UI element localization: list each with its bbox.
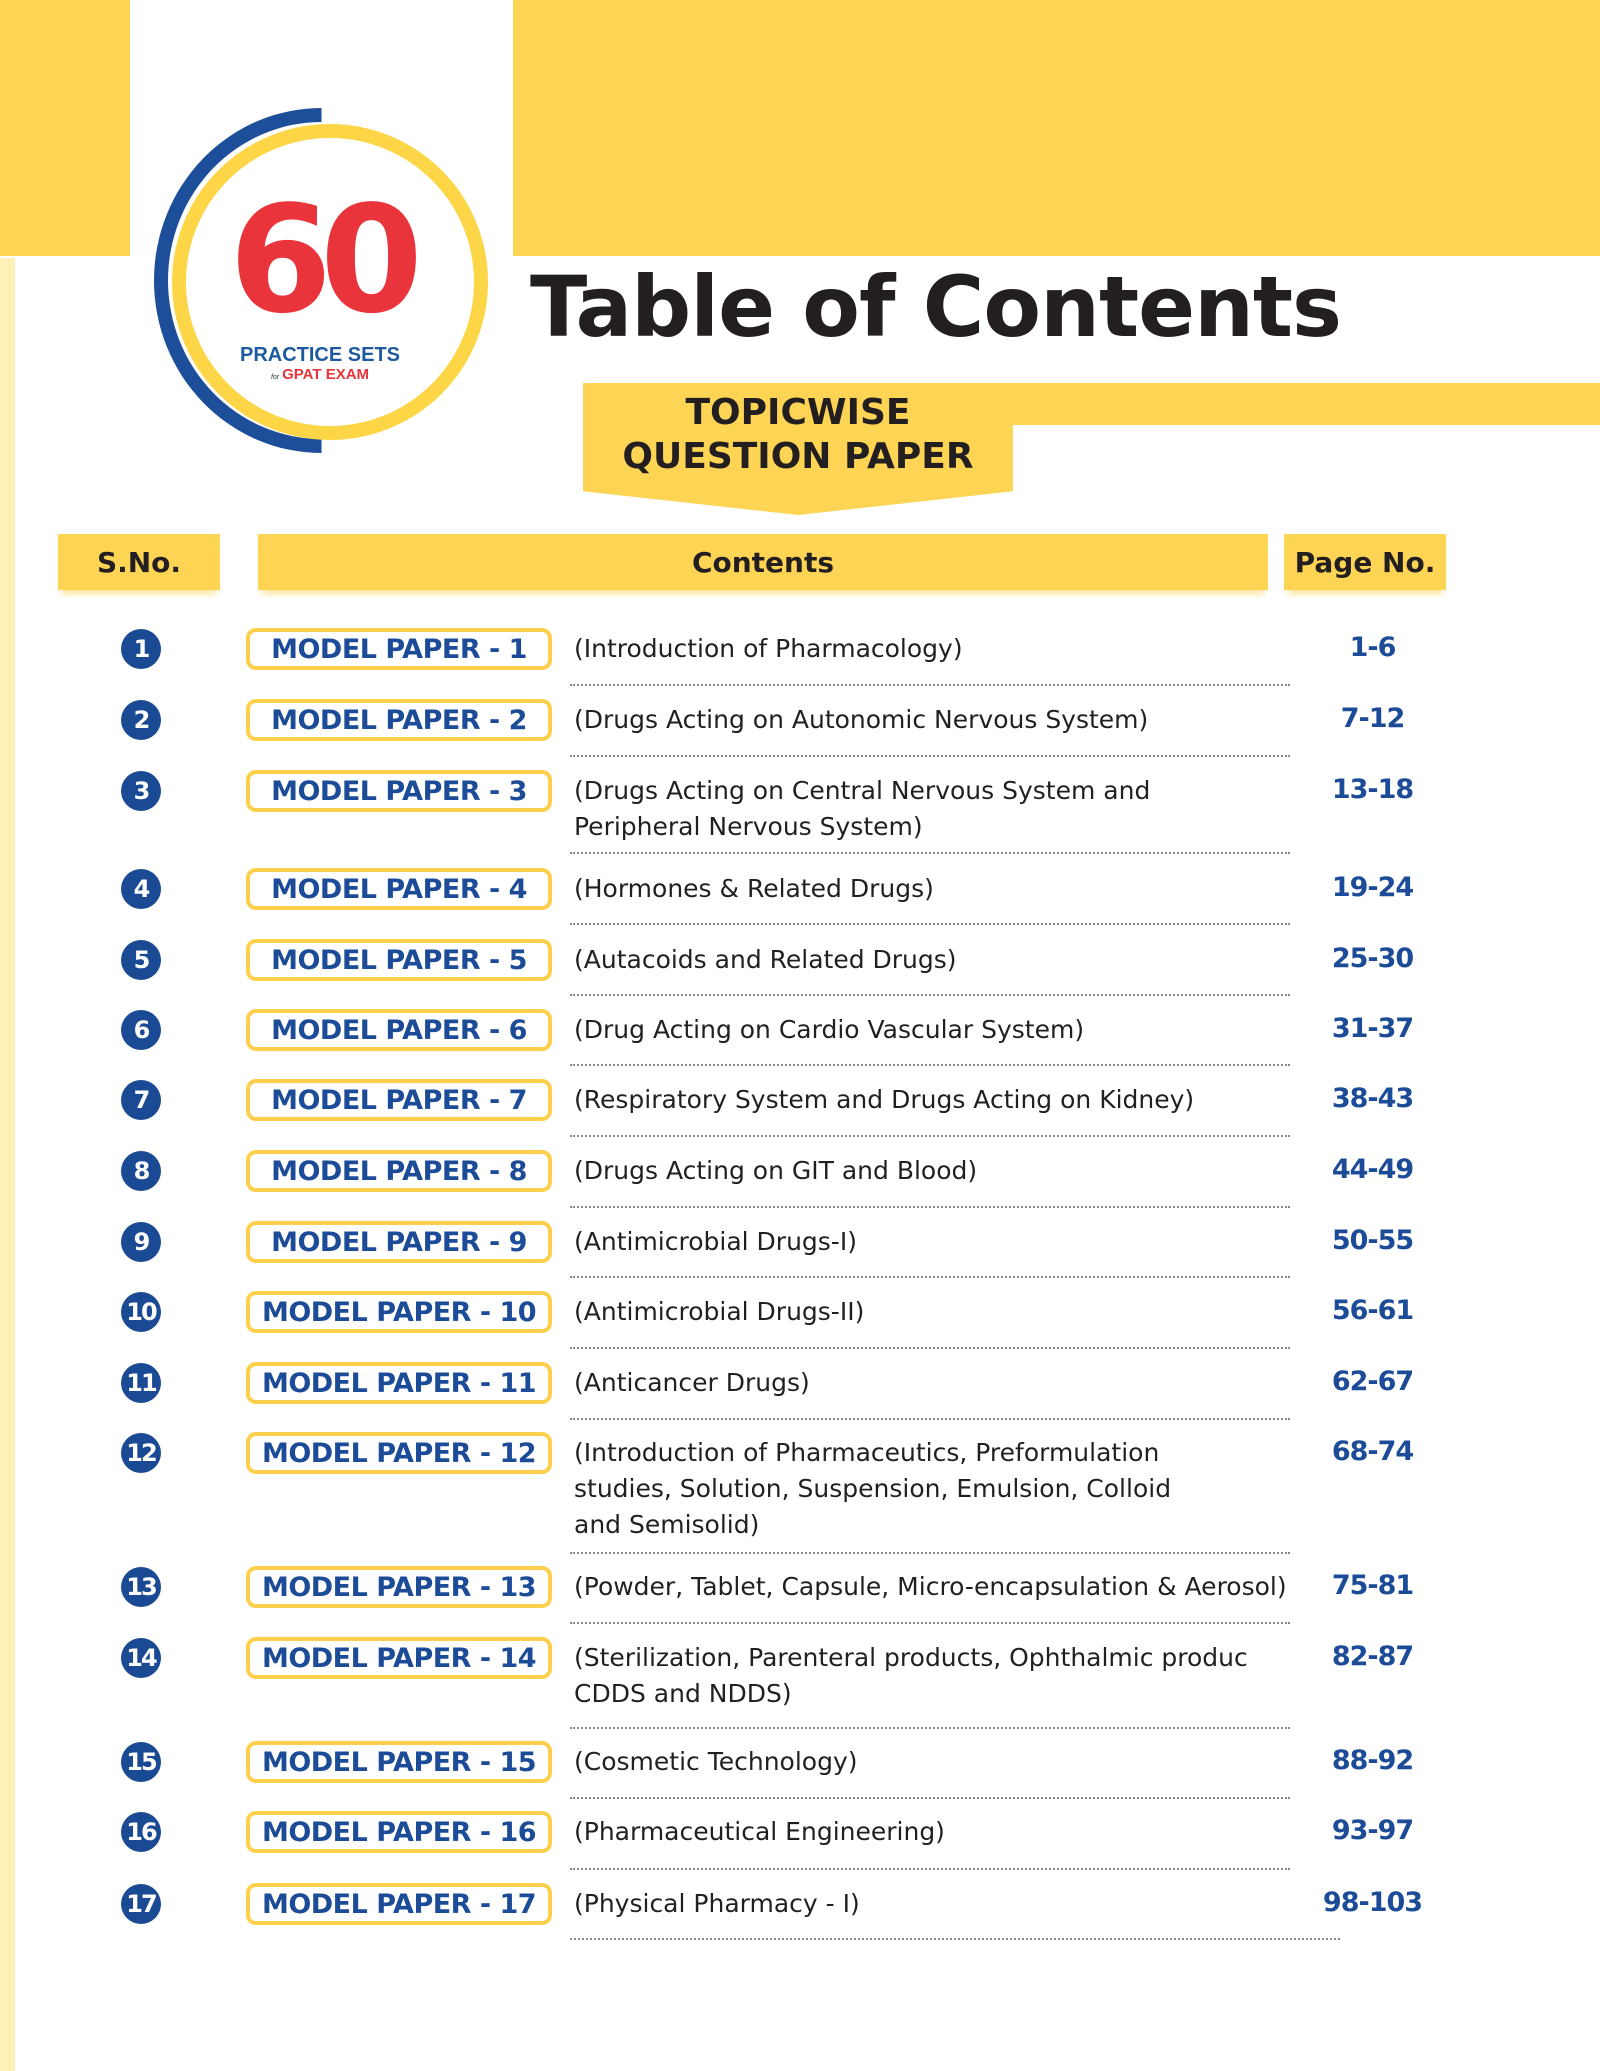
dotted-leader [570,1552,1290,1554]
row-page-range[interactable]: 98-103 [1322,1887,1423,1918]
row-number-badge: 2 [121,700,161,740]
row-page-range[interactable]: 7-12 [1340,703,1405,734]
model-paper-label[interactable]: MODEL PAPER - 10 [246,1291,552,1333]
model-paper-label[interactable]: MODEL PAPER - 6 [246,1009,552,1051]
description-line: (Cosmetic Technology) [574,1747,858,1776]
description-line: (Antimicrobial Drugs-II) [574,1297,865,1326]
row-page-range[interactable]: 88-92 [1331,1745,1414,1776]
description-line: (Respiratory System and Drugs Acting on Kidney) [574,1085,1195,1114]
row-number-badge: 3 [121,771,161,811]
row-page-range[interactable]: 31-37 [1331,1013,1414,1044]
model-paper-label[interactable]: MODEL PAPER - 8 [246,1150,552,1192]
description-line: (Drugs Acting on GIT and Blood) [574,1156,978,1185]
description-line: (Physical Pharmacy - I) [574,1889,860,1918]
model-paper-label[interactable]: MODEL PAPER - 3 [246,770,552,812]
row-page-range[interactable]: 93-97 [1331,1815,1414,1846]
row-description [574,1224,1334,1260]
decorative-top-left-block [0,0,130,256]
badge-line-2: QUESTION PAPER [622,436,974,477]
row-page-range[interactable]: 56-61 [1331,1295,1414,1326]
dotted-leader [570,1622,1290,1624]
description-line: (Drug Acting on Cardio Vascular System) [574,1015,1085,1044]
row-number-badge: 5 [121,940,161,980]
model-paper-label[interactable]: MODEL PAPER - 15 [246,1741,552,1783]
dotted-leader [570,852,1290,854]
row-description [574,1814,1334,1850]
row-description [574,1365,1334,1401]
description-line: (Antimicrobial Drugs-I) [574,1227,857,1256]
row-page-range[interactable]: 44-49 [1331,1154,1414,1185]
model-paper-label[interactable]: MODEL PAPER - 2 [246,699,552,741]
row-description [574,702,1334,738]
dotted-leader [570,684,1290,686]
dotted-leader [570,923,1290,925]
header-sno: S.No. [58,534,220,590]
description-line: (Hormones & Related Drugs) [574,874,934,903]
row-number-badge: 10 [121,1292,161,1332]
row-description [574,1012,1334,1048]
row-description [574,1294,1334,1330]
row-number-badge: 16 [121,1812,161,1852]
row-number-badge: 4 [121,869,161,909]
badge-text [583,391,1013,479]
row-number-badge: 9 [121,1222,161,1262]
dotted-leader [570,755,1290,757]
row-page-range[interactable]: 50-55 [1331,1225,1414,1256]
description-line: and Semisolid) [574,1510,760,1539]
row-number-badge: 17 [121,1884,161,1924]
model-paper-label[interactable]: MODEL PAPER - 5 [246,939,552,981]
row-description [574,942,1334,978]
row-number-badge: 6 [121,1010,161,1050]
dotted-leader [570,1938,1340,1940]
description-line: (Sterilization, Parenteral products, Ophthalmic produc [574,1643,1248,1672]
row-description [574,1886,1334,1922]
row-number-badge: 13 [121,1567,161,1607]
model-paper-label[interactable]: MODEL PAPER - 1 [246,628,552,670]
row-number-badge: 1 [121,629,161,669]
row-number-badge: 11 [121,1363,161,1403]
row-page-range[interactable]: 82-87 [1331,1641,1414,1672]
dotted-leader [570,1347,1290,1349]
description-line: (Autacoids and Related Drugs) [574,945,957,974]
description-line: (Pharmaceutical Engineering) [574,1817,945,1846]
description-line: Peripheral Nervous System) [574,812,923,841]
model-paper-label[interactable]: MODEL PAPER - 12 [246,1432,552,1474]
row-description [574,1153,1334,1189]
row-page-range[interactable]: 75-81 [1331,1570,1414,1601]
header-page-no: Page No. [1284,534,1446,590]
row-page-range[interactable]: 19-24 [1331,872,1414,903]
description-line: (Introduction of Pharmaceutics, Preformulation [574,1438,1160,1467]
model-paper-label[interactable]: MODEL PAPER - 9 [246,1221,552,1263]
page-title: Table of Contents [530,258,1342,356]
section-badge [583,383,1013,515]
row-number-badge: 7 [121,1080,161,1120]
row-page-range[interactable]: 25-30 [1331,943,1414,974]
row-description [574,1569,1334,1605]
row-number-badge: 15 [121,1742,161,1782]
model-paper-label[interactable]: MODEL PAPER - 14 [246,1637,552,1679]
dotted-leader [570,1868,1290,1870]
model-paper-label[interactable]: MODEL PAPER - 17 [246,1883,552,1925]
dotted-leader [570,1418,1290,1420]
logo-number: 60 [229,174,411,346]
row-description [574,1744,1334,1780]
row-number-badge: 12 [121,1433,161,1473]
model-paper-label[interactable]: MODEL PAPER - 4 [246,868,552,910]
row-page-range[interactable]: 68-74 [1331,1436,1414,1467]
dotted-leader [570,1064,1290,1066]
logo-for: for [270,374,280,381]
row-page-range[interactable]: 62-67 [1331,1366,1414,1397]
row-description [574,871,1334,907]
logo-practice-sets: PRACTICE SETS [239,344,401,366]
model-paper-label[interactable]: MODEL PAPER - 13 [246,1566,552,1608]
row-page-range[interactable]: 13-18 [1331,774,1414,805]
description-line: studies, Solution, Suspension, Emulsion, Colloid [574,1474,1172,1503]
logo-gpat-exam: GPAT EXAM [282,366,370,383]
logo-gpat-line [200,366,440,383]
description-line: (Introduction of Pharmacology) [574,634,963,663]
badge-line-1: TOPICWISE [685,392,911,433]
description-line: CDDS and NDDS) [574,1679,792,1708]
description-line: (Drugs Acting on Central Nervous System and [574,776,1151,805]
model-paper-label[interactable]: MODEL PAPER - 16 [246,1811,552,1853]
model-paper-label[interactable]: MODEL PAPER - 11 [246,1362,552,1404]
row-description [574,1640,1334,1712]
row-number-badge: 14 [121,1638,161,1678]
dotted-leader [570,1135,1290,1137]
row-description [574,1082,1334,1118]
row-page-range[interactable]: 1-6 [1349,632,1396,663]
row-page-range[interactable]: 38-43 [1331,1083,1414,1114]
row-number-badge: 8 [121,1151,161,1191]
description-line: (Powder, Tablet, Capsule, Micro-encapsulation & Aerosol) [574,1572,1287,1601]
dotted-leader [570,1797,1290,1799]
dotted-leader [570,1276,1290,1278]
decorative-left-strip [0,258,15,2071]
description-line: (Anticancer Drugs) [574,1368,810,1397]
dotted-leader [570,994,1290,996]
description-line: (Drugs Acting on Autonomic Nervous System) [574,705,1149,734]
row-description [574,773,1334,845]
dotted-leader [570,1206,1290,1208]
row-description [574,1435,1334,1543]
book-logo [150,108,490,453]
dotted-leader [570,1727,1290,1729]
row-description [574,631,1334,667]
model-paper-label[interactable]: MODEL PAPER - 7 [246,1079,552,1121]
decorative-top-right-block [513,0,1600,256]
header-contents: Contents [258,534,1268,590]
